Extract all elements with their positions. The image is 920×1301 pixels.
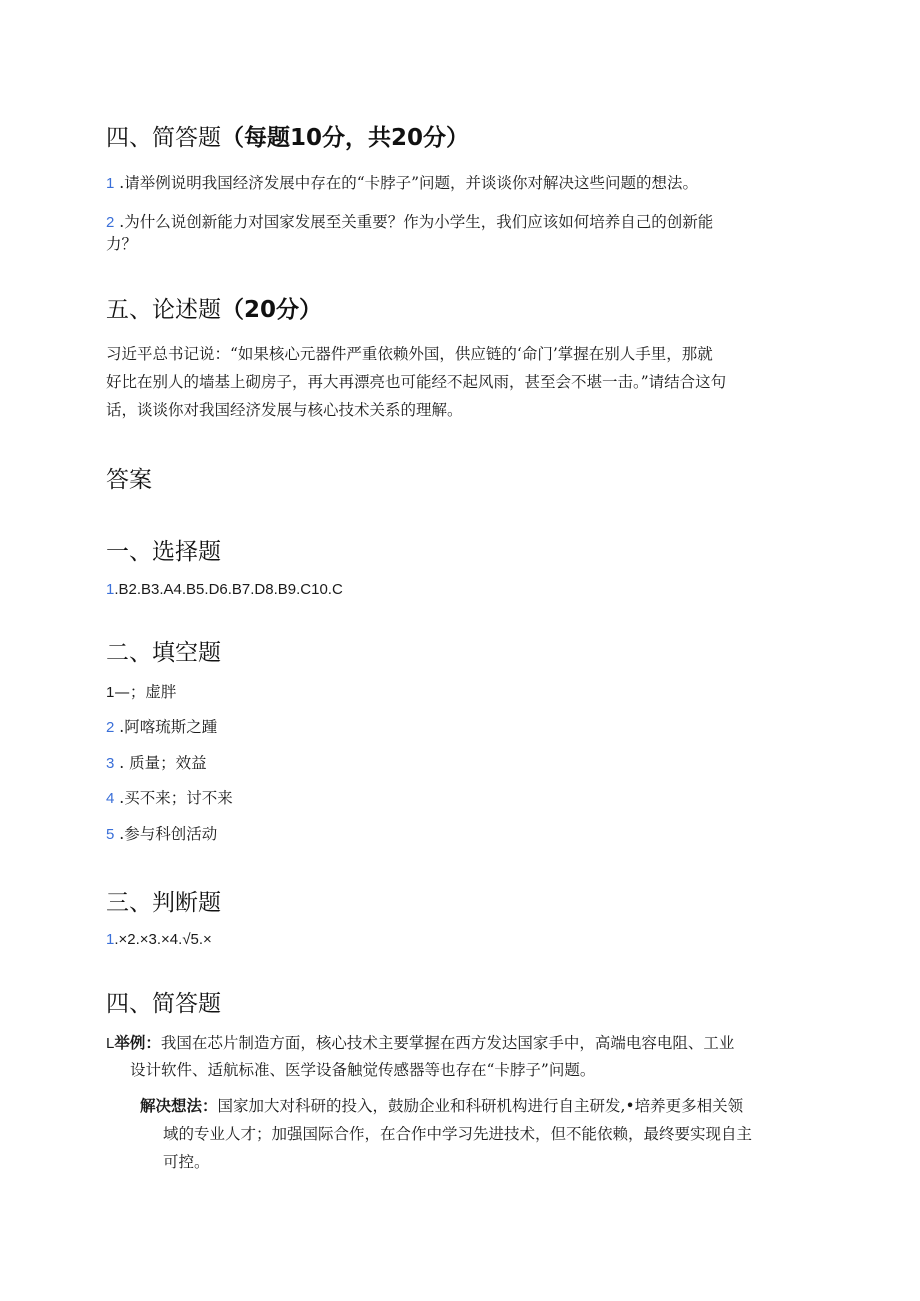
question-1 <box>106 171 698 193</box>
solution-text: 国家加大对科研的投入，鼓励企业和科研机构进行自主研发,•培养更多相关领 <box>217 1097 744 1115</box>
answers-heading: 答案 <box>106 467 152 493</box>
heading-main: 五、论述题 <box>106 297 221 323</box>
essay-line-1: 习近平总书记说：“如果核心元器件严重依赖外国，供应链的‘命门’掌握在别人手里，那就 <box>106 345 713 363</box>
answer-text: —；虚胖 <box>114 683 177 701</box>
answer-text: .参与科创活动 <box>119 825 218 843</box>
question-2-continued: 力？ <box>106 235 138 253</box>
answer-number: 1 <box>106 931 115 948</box>
question-text: .请举例说明我国经济发展中存在的“卡脖子”问题，并谈谈你对解决这些问题的想法。 <box>119 174 699 192</box>
short-answer-solution-line-3: 可控。 <box>163 1153 210 1171</box>
section-heading-essay <box>106 291 322 324</box>
answer-number: 1 <box>106 684 115 701</box>
question-number: 2 <box>106 214 115 231</box>
answer-number: 1 <box>106 581 115 598</box>
short-answer-solution-line-1 <box>140 1094 743 1116</box>
short-answer-example-line-1 <box>106 1031 734 1053</box>
example-label: 举例： <box>114 1034 161 1052</box>
fill-answer-3 <box>106 751 207 773</box>
answer-number: 5 <box>106 826 115 843</box>
answers-fill-heading: 二、填空题 <box>106 640 221 666</box>
answer-number: 2 <box>106 719 115 736</box>
choice-answers <box>106 581 343 598</box>
answer-number: 4 <box>106 790 115 807</box>
fill-answer-1 <box>106 680 176 702</box>
answer-text: . 质量；效益 <box>119 754 207 772</box>
heading-main: 四、简答题 <box>106 125 221 151</box>
answer-text: .阿喀琉斯之踵 <box>119 718 218 736</box>
answer-number: 3 <box>106 755 115 772</box>
question-text: .为什么说创新能力对国家发展至关重要？作为小学生，我们应该如何培养自己的创新能 <box>119 213 714 231</box>
answers-choice-heading: 一、选择题 <box>106 539 221 565</box>
section-heading-short-answer <box>106 119 469 152</box>
answers-judge-heading: 三、判断题 <box>106 890 221 916</box>
short-answer-solution-line-2: 域的专业人才；加强国际合作，在合作中学习先进技术，但不能依赖，最终要实现自主 <box>163 1125 753 1143</box>
short-answer-example-line-2: 设计软件、适航标准、医学设备触觉传感器等也存在“卡脖子”问题。 <box>130 1061 596 1079</box>
answers-short-heading: 四、简答题 <box>106 991 221 1017</box>
fill-answer-2 <box>106 715 217 737</box>
essay-line-3: 话，谈谈你对我国经济发展与核心技术关系的理解。 <box>106 401 463 419</box>
essay-line-2: 好比在别人的墙基上砌房子，再大再漂亮也可能经不起风雨，甚至会不堪一击。”请结合这句 <box>106 373 727 391</box>
answer-text: .买不来；讨不来 <box>119 789 233 807</box>
question-2 <box>106 210 713 232</box>
heading-paren: （20分） <box>221 297 323 323</box>
solution-label: 解决想法： <box>140 1097 218 1115</box>
answer-text: .×2.×3.×4.√5.× <box>114 931 212 948</box>
fill-answer-4 <box>106 786 233 808</box>
list-marker: L <box>106 1035 115 1052</box>
question-number: 1 <box>106 175 115 192</box>
judge-answers <box>106 931 212 948</box>
fill-answer-5 <box>106 822 217 844</box>
example-text: 我国在芯片制造方面，核心技术主要掌握在西方发达国家手中，高端电容电阻、工业 <box>160 1034 735 1052</box>
answer-text: .B2.B3.A4.B5.D6.B7.D8.B9.C10.C <box>114 581 343 598</box>
heading-paren: （每题10分，共20分） <box>221 125 470 151</box>
